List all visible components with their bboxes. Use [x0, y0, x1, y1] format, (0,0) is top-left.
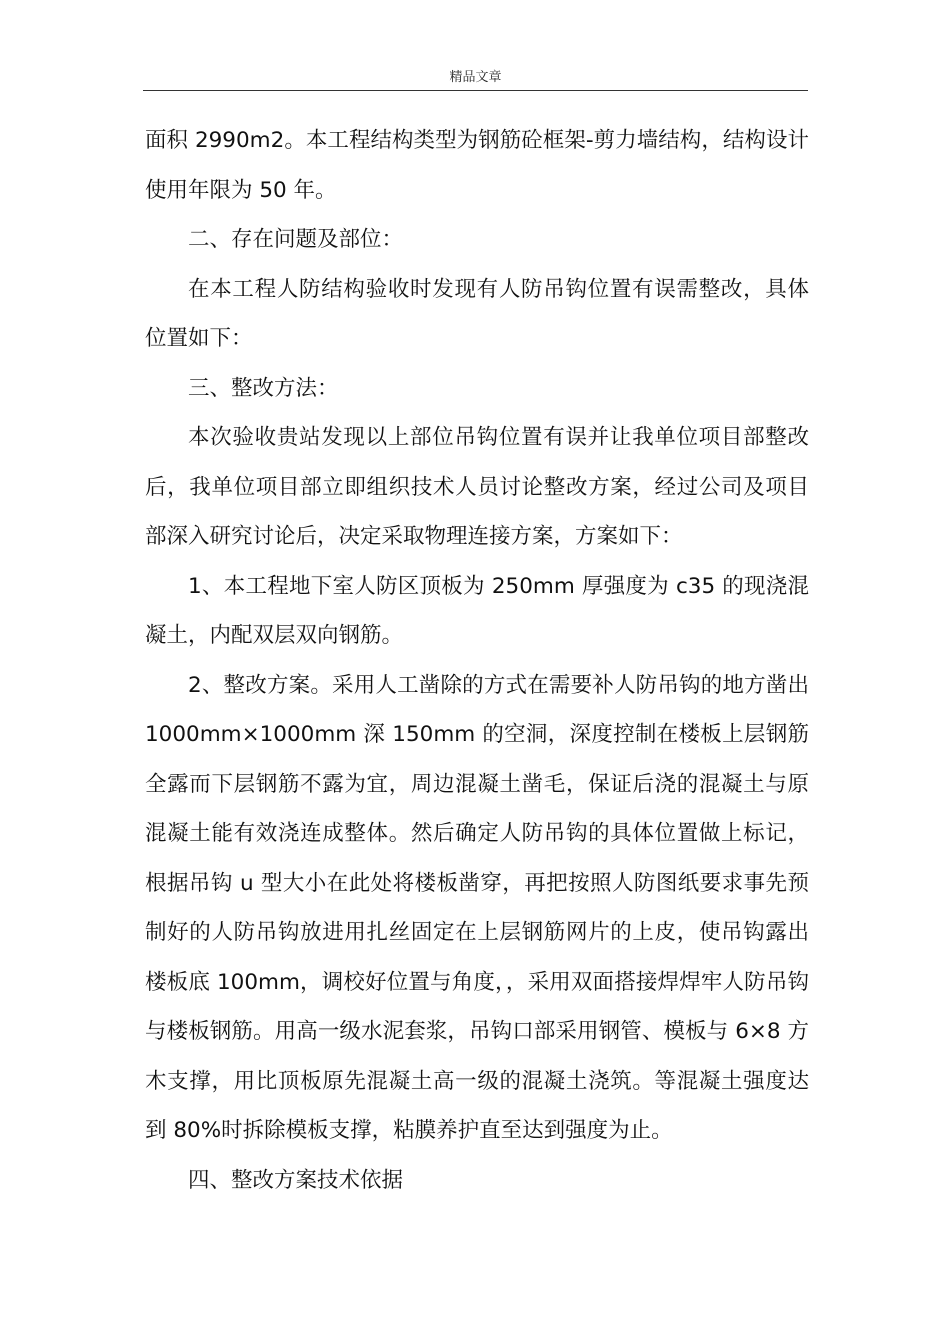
paragraph-problem-description: 在本工程人防结构验收时发现有人防吊钩位置有误需整改，具体位置如下： [145, 276, 809, 351]
paragraph-item-1: 1、本工程地下室人防区顶板为 250mm 厚强度为 c35 的现浇混凝土，内配双层双向钢筋。 [145, 573, 809, 648]
section-heading-technical-basis: 四、整改方案技术依据 [188, 1167, 404, 1193]
page-header-title: 精品文章 [449, 70, 502, 85]
section-heading-problems: 二、存在问题及部位： [188, 227, 404, 252]
header-divider [143, 90, 808, 91]
document-body [145, 116, 809, 1205]
section-heading-method: 三、整改方法： [188, 375, 339, 401]
paragraph-project-area: 面积 2990m2。本工程结构类型为钢筋砼框架-剪力墙结构，结构设计使用年限为 50 年。 [145, 128, 809, 203]
paragraph-method-intro: 本次验收贵站发现以上部位吊钩位置有误并让我单位项目部整改后，我单位项目部立即组织技术人员讨论整改方案，经过公司及项目部深入研究讨论后，决定采取物理连接方案，方案如下： [145, 425, 809, 549]
paragraph-item-2: 2、整改方案。采用人工凿除的方式在需要补人防吊钩的地方凿出 1000mm×1000mm 深 150mm 的空洞，深度控制在楼板上层钢筋全露而下层钢筋不露为宜，周边混凝土凿毛，保证后浇的混凝土与原混凝土能有效浇连成整体。然后确定人防吊钩的具体位置做上标记，根据吊钩 u 型大小在此处将楼板凿穿，再把按照人防图纸要求事先预制好的人防吊钩放进用扎丝固定在上层钢筋网片的上皮，使吊钩露出楼板底 100mm，调校好位置与角度，，采用双面搭接焊焊牢人防吊钩与楼板钢筋。用高一级水泥套浆，吊钩口部采用钢管、模板与 6×8 方木支撑，用比顶板原先混凝土高一级的混凝土浇筑。等混凝土强度达到 80%时拆除模板支撑，粘膜养护直至达到强度为止。 [145, 672, 809, 1143]
